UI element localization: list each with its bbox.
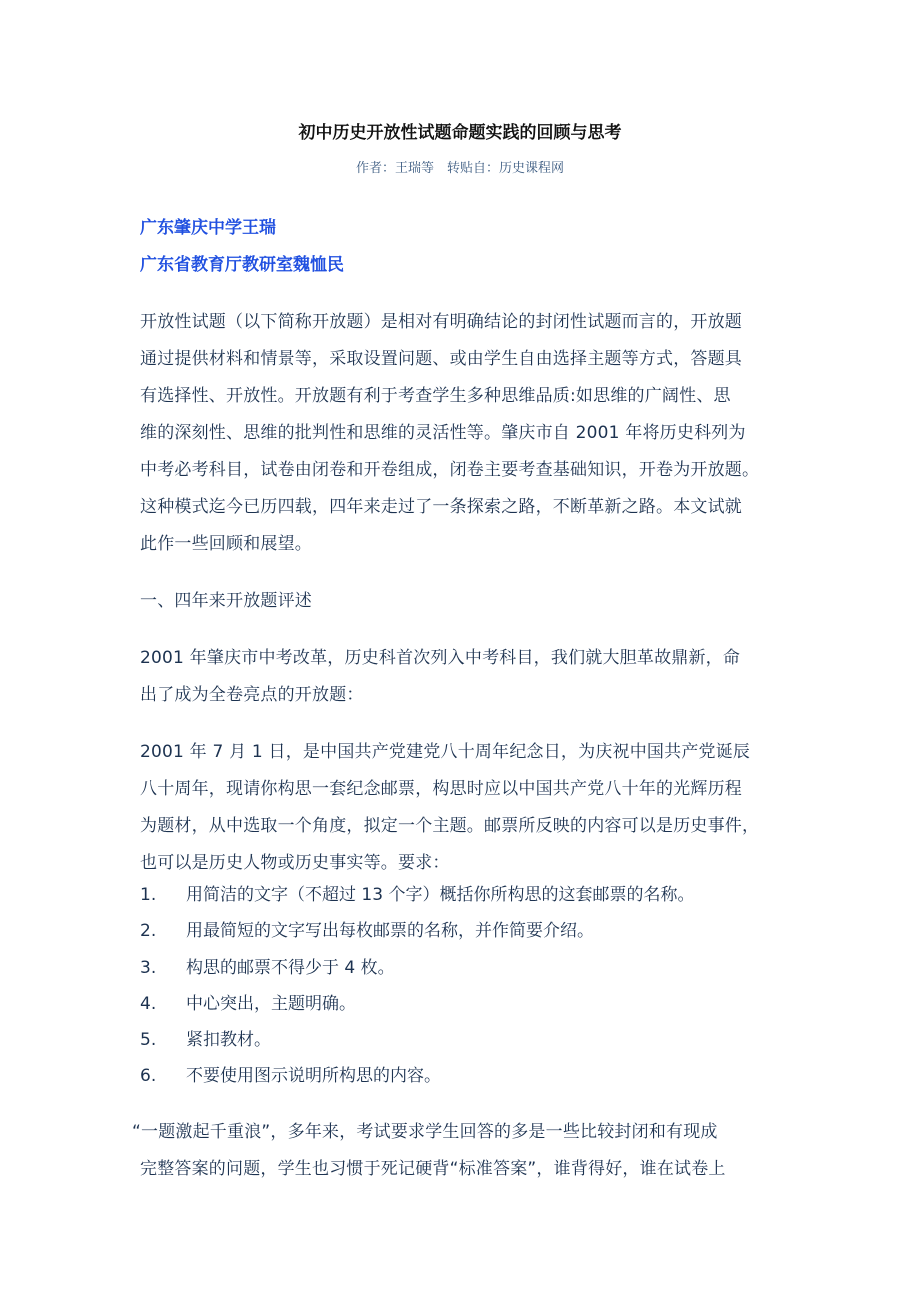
intro-line: 有选择性、开放性。开放题有利于考查学生多种思维品质:如思维的广阔性、思 [140,386,731,406]
intro-line: 中考必考科目，试卷由闭卷和开卷组成，闭卷主要考查基础知识，开卷为开放题。 [140,460,760,480]
item-number: 1. [140,885,157,905]
requirement-item [140,880,694,905]
intro-line: 这种模式迄今已历四载，四年来走过了一条探索之路，不断革新之路。本文试就 [140,497,742,517]
byline: 作者：王瑞等 转贴自：历史课程网 [355,161,564,176]
item-number: 3. [140,958,157,978]
requirement-item [140,916,594,941]
paragraph-line: 为题材，从中选取一个角度，拟定一个主题。邮票所反映的内容可以是历史事件， [140,816,760,836]
item-number: 2. [140,921,157,941]
requirement-item [140,1061,441,1086]
section-heading: 一、四年来开放题评述 [140,591,312,611]
intro-line: 通过提供材料和情景等，采取设置问题、或由学生自由选择主题等方式，答题具 [140,349,742,369]
item-number: 5. [140,1030,157,1050]
intro-line: 开放性试题（以下简称开放题）是相对有明确结论的封闭性试题而言的，开放题 [140,312,742,332]
paragraph-line: 出了成为全卷亮点的开放题： [140,685,364,705]
item-text: 不要使用图示说明所构思的内容。 [186,1066,441,1086]
paragraph-line: 完整答案的问题，学生也习惯于死记硬背“标准答案”，谁背得好，谁在试卷上 [140,1159,726,1179]
intro-line: 此作一些回顾和展望。 [140,534,312,554]
paragraph-line: 2001 年肇庆市中考改革，历史科首次列入中考科目，我们就大胆革故鼎新，命 [140,648,741,668]
intro-line: 维的深刻性、思维的批判性和思维的灵活性等。肇庆市自 2001 年将历史科列为 [140,423,746,443]
item-text: 中心突出，主题明确。 [186,994,356,1014]
paragraph-line: 2001 年 7 月 1 日，是中国共产党建党八十周年纪念日，为庆祝中国共产党诞辰 [140,742,751,762]
item-text: 用简洁的文字（不超过 13 个字）概括你所构思的这套邮票的名称。 [186,885,695,905]
author-1: 广东肇庆中学王瑞 [140,218,276,238]
item-text: 紧扣教材。 [186,1030,271,1050]
requirement-item [140,953,395,978]
paragraph-line: 八十周年，现请你构思一套纪念邮票，构思时应以中国共产党八十年的光辉历程 [140,779,742,799]
item-number: 4. [140,994,157,1014]
requirement-item [140,1025,271,1050]
requirement-item [140,989,356,1014]
paragraph-line: “一题激起千重浪”，多年来，考试要求学生回答的多是一些比较封闭和有现成 [132,1122,718,1142]
item-number: 6. [140,1066,157,1086]
author-2: 广东省教育厅教研室魏恤民 [140,255,344,275]
document-title: 初中历史开放性试题命题实践的回顾与思考 [298,123,622,143]
paragraph-line: 也可以是历史人物或历史事实等。要求： [140,853,450,873]
item-text: 用最简短的文字写出每枚邮票的名称，并作简要介绍。 [186,921,594,941]
item-text: 构思的邮票不得少于 4 枚。 [186,958,395,978]
